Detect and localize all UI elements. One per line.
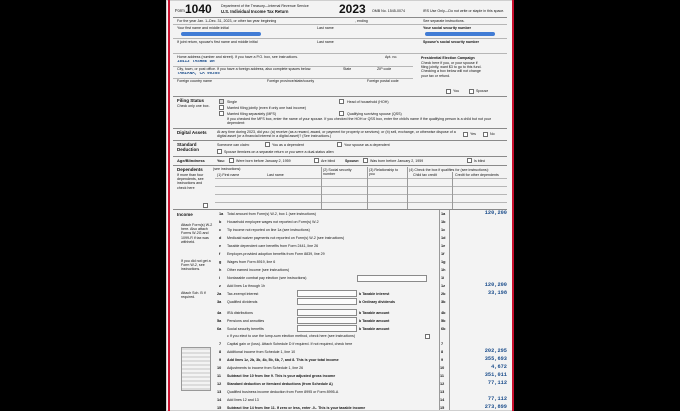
dependents-title: Dependents xyxy=(177,167,203,172)
standard-deduction-title: Standard Deduction xyxy=(177,142,199,152)
line-6a-box[interactable] xyxy=(297,325,357,332)
line-4a-box[interactable] xyxy=(297,309,357,316)
line-3b-code: 3b xyxy=(441,300,446,304)
redaction-mark-ssn xyxy=(425,32,495,36)
line-7-code: 7 xyxy=(441,342,444,346)
single-label: Single xyxy=(227,100,237,104)
line-1-b-text: Household employee wages not reported on Form(s) W-2 xyxy=(227,220,319,224)
state-label: State xyxy=(343,67,352,71)
line-10-value: 4,672 xyxy=(491,364,507,370)
line-1i-num: i xyxy=(219,276,221,280)
foreign-postal-label: Foreign postal code xyxy=(367,79,399,83)
line-1-d-code: 1d xyxy=(441,236,446,240)
attach-w2-note: Attach Form(s) W-2 here. Also attach Forms W-2G and 1099-R if tax was withheld. xyxy=(181,223,213,244)
line-6a-text: Social security benefits xyxy=(227,327,264,331)
mfj-checkbox[interactable] xyxy=(219,105,224,110)
spouse-born-before-label: Was born before January 2, 1959 xyxy=(370,159,424,163)
you-dependent-checkbox[interactable] xyxy=(265,142,270,147)
line-1e-num: e xyxy=(219,244,222,248)
line-2a-box[interactable] xyxy=(297,290,357,297)
line-6c-checkbox[interactable] xyxy=(425,334,430,339)
mfs-checkbox[interactable] xyxy=(219,111,224,116)
line-1-g-code: 1g xyxy=(441,260,446,264)
line-11-num: 11 xyxy=(217,374,222,378)
spouse-itemizes-label: Spouse itemizes on a separate return or you were a dual-status alien xyxy=(224,150,334,154)
presidential-spouse-label: Spouse xyxy=(476,89,489,93)
dependents-if-more: If more than four dependents, see instructions and check here xyxy=(177,173,204,190)
line-11-text: Subtract line 10 from line 9. This is your adjusted gross income xyxy=(227,374,336,378)
line-1-g-text: Wages from Form 8919, line 6 xyxy=(227,260,276,264)
spouse-blind-checkbox[interactable] xyxy=(467,158,472,163)
line-6b-text: b Taxable amount xyxy=(359,327,390,331)
digital-assets-text: At any time during 2023, did you: (a) receive (as a reward, award, or payment for property or services); or (b) sell, exchange, or otherwise dispose of a digital asset (or a financial interest in a digital asset)? (See instructions.) xyxy=(217,130,456,139)
ending-label: , ending xyxy=(355,19,368,23)
line-14-value: 77,112 xyxy=(487,396,507,402)
line-1h-num: h xyxy=(219,268,222,272)
form-year: 2023 xyxy=(339,3,366,15)
line-3b-text: b Ordinary dividends xyxy=(359,300,395,304)
line-13-num: 13 xyxy=(217,390,222,394)
line-1-c-code: 1c xyxy=(441,228,446,232)
city-value: TARZANA, CA 90355 xyxy=(177,72,220,76)
spouse-name-label: If joint return, spouse's first name and middle initial xyxy=(177,40,258,44)
line-4b-text: b Taxable amount xyxy=(359,311,390,315)
form-label: Form xyxy=(175,8,185,13)
line-13-text: Qualified business income deduction from Form 8995 or Form 8995-A xyxy=(227,390,339,394)
line-9-code: 9 xyxy=(441,358,444,362)
spouse-born-before-checkbox[interactable] xyxy=(363,158,368,163)
line-14-code: 14 xyxy=(440,398,445,402)
spouse-dependent-label: Your spouse as a dependent xyxy=(344,143,390,147)
line-15-code: 15 xyxy=(440,406,445,410)
line-1c-num: c xyxy=(219,228,222,232)
zip-label: ZIP code xyxy=(377,67,392,71)
line-2a-text: Tax-exempt interest xyxy=(227,292,259,296)
foreign-country-label: Foreign country name xyxy=(177,79,212,83)
line-1-h-code: 1h xyxy=(441,268,446,272)
presidential-you-label: You xyxy=(453,89,460,93)
you-dependent-label: You as a dependent xyxy=(272,143,304,147)
foreign-province-label: Foreign province/state/county xyxy=(267,79,315,83)
line-5b-code: 5b xyxy=(441,319,446,323)
line-1a-num: 1a xyxy=(219,212,224,216)
form-1040-page xyxy=(166,0,514,411)
right-red-border xyxy=(512,0,514,411)
dependents-col-odc: Credit for other dependents xyxy=(455,173,499,177)
age-blindness-title: Age/Blindness xyxy=(177,158,205,163)
line-1-z-value[interactable]: 120,200 xyxy=(484,282,507,288)
dependents-see-instructions: (see instructions): xyxy=(213,167,242,171)
last-name-label: Last name xyxy=(317,26,334,30)
attach-schedule-b-note: Attach Sch. B if required. xyxy=(181,291,206,300)
someone-can-claim-label: Someone can claim: xyxy=(217,143,250,147)
mfs-label: Married filing separately (MFS) xyxy=(227,112,277,116)
line-6b-code: 6b xyxy=(441,327,446,331)
form-number: 1040 xyxy=(185,3,212,15)
line-12-num: 12 xyxy=(217,382,222,386)
line-1f-num: f xyxy=(219,252,221,256)
dependents-col-first-name: (1) First name xyxy=(217,173,240,177)
city-label: City, town, or post office. If you have a foreign address, also complete spaces below. xyxy=(177,67,312,71)
line-1-z-text: Add lines 1a through 1h xyxy=(227,284,265,288)
first-name-label: Your first name and middle initial xyxy=(177,26,229,30)
line-10-code: 10 xyxy=(440,366,445,370)
line-13-code: 13 xyxy=(440,390,445,394)
qss-checkbox[interactable] xyxy=(339,111,344,116)
line-8-text: Additional income from Schedule 1, line 10 xyxy=(227,350,296,354)
home-address-label: Home address (number and street). If you have a P.O. box, see instructions. xyxy=(177,55,298,59)
age-you-label: You: xyxy=(217,159,225,163)
line-1-1a-text: Total amount from Form(s) W-2, box 1 (see instructions) xyxy=(227,212,317,216)
irs-agency: Department of the Treasury—Internal Revenue Service xyxy=(221,4,309,8)
line-1i-box[interactable] xyxy=(357,275,427,282)
age-spouse-label: Spouse: xyxy=(345,159,360,163)
line-1-c-text: Tip income not reported on line 1a (see instructions) xyxy=(227,228,310,232)
line-1-f-text: Employer-provided adoption benefits from Form 8839, line 29 xyxy=(227,252,325,256)
spouse-last-name-label: Last name xyxy=(317,40,334,44)
line-1-i-text: Nontaxable combat pay election (see instructions) xyxy=(227,276,307,280)
irs-use-only: IRS Use Only—Do not write or staple in this space. xyxy=(423,9,505,13)
line-10-num: 10 xyxy=(217,366,222,370)
line-3a-num: 3a xyxy=(217,300,222,304)
line-12-code: 12 xyxy=(440,382,445,386)
line-4a-num: 4a xyxy=(217,311,222,315)
omb-number: OMB No. 1545-0074 xyxy=(372,9,405,13)
line-2b-value: 33,198 xyxy=(487,290,507,296)
digital-yes-checkbox[interactable] xyxy=(463,132,468,137)
line-6a-num: 6a xyxy=(217,327,222,331)
line-15-text: Subtract line 14 from line 11. If zero or less, enter -0-. This is your taxable income xyxy=(227,406,366,410)
line-4b-code: 4b xyxy=(441,311,446,315)
line-1-i-code: 1i xyxy=(441,276,445,280)
home-address-value: 18413 TASHNE DR xyxy=(177,60,215,64)
digital-yes-label: Yes xyxy=(470,132,476,136)
presidential-you-checkbox[interactable] xyxy=(446,89,451,94)
line-1-f-code: 1f xyxy=(441,252,445,256)
you-blind-checkbox[interactable] xyxy=(314,158,319,163)
hoh-label: Head of household (HOH) xyxy=(347,100,389,104)
filing-status-note: If you checked the MFS box, enter the name of your spouse. If you checked the HOH or QSS box, enter the child's name if the qualifying person is a child but not your dependent: xyxy=(227,117,491,126)
presidential-title: Presidential Election Campaign xyxy=(421,56,475,60)
dependents-col-ctc: Child tax credit xyxy=(413,173,437,177)
line-9-text: Add lines 1z, 2b, 3b, 4b, 5b, 6b, 7, and 8. This is your total income xyxy=(227,358,339,362)
presidential-spouse-checkbox[interactable] xyxy=(469,89,474,94)
more-dependents-checkbox[interactable] xyxy=(203,203,208,208)
redaction-mark-name xyxy=(181,32,261,36)
line-1d-num: d xyxy=(219,236,222,240)
you-blind-label: Are blind xyxy=(321,159,336,163)
dependents-col-ssn: (2) Social security number xyxy=(323,168,352,177)
qss-label: Qualifying surviving spouse (QSS) xyxy=(347,112,402,116)
dependents-col-relationship: (3) Relationship to you xyxy=(369,168,399,177)
line-8-code: 8 xyxy=(441,350,444,354)
line-2b-text: b Taxable interest xyxy=(359,292,390,296)
line-1-z-code: 1z xyxy=(441,284,446,288)
line-5a-text: Pensions and annuities xyxy=(227,319,265,323)
line-9-num: 9 xyxy=(219,358,222,362)
no-w2-note: If you did not get a Form W-2, see instructions. xyxy=(181,259,211,272)
line-12-value: 77,112 xyxy=(487,380,507,386)
line-2a-num: 2a xyxy=(217,292,222,296)
line-9-value: 355,693 xyxy=(484,356,507,362)
line-5a-box[interactable] xyxy=(297,317,357,324)
single-checkbox[interactable] xyxy=(219,99,224,104)
line-1-1a-value[interactable]: 120,200 xyxy=(484,210,507,216)
line-1-1a-code: 1a xyxy=(441,212,446,216)
presidential-text: Check here if you, or your spouse if filing jointly, want $3 to go to this fund. Checking a box below will not change your tax or refund. xyxy=(421,61,482,78)
line-3a-text: Qualified dividends xyxy=(227,300,258,304)
line-8-value: 202,295 xyxy=(484,348,507,354)
line-11-value: 351,011 xyxy=(484,372,507,378)
line-15-value: 273,899 xyxy=(484,404,507,410)
line-14-text: Add lines 12 and 13 xyxy=(227,398,259,402)
line-1-e-code: 1e xyxy=(441,244,446,248)
line-4a-text: IRA distributions xyxy=(227,311,253,315)
digital-assets-title: Digital Assets xyxy=(177,130,207,135)
filing-status-title: Filing Status xyxy=(177,98,204,103)
line-1-d-text: Medicaid waiver payments not reported on Form(s) W-2 (see instructions) xyxy=(227,236,345,240)
line-12-text: Standard deduction or itemized deductions (from Schedule A) xyxy=(227,382,333,386)
line-1b-num: b xyxy=(219,220,222,224)
line-2b-code: 2b xyxy=(441,292,446,296)
hoh-checkbox[interactable] xyxy=(339,99,344,104)
line-11-code: 11 xyxy=(440,374,445,378)
line-1z-num: z xyxy=(219,284,221,288)
line-5b-text: b Taxable amount xyxy=(359,319,390,323)
line-1-e-text: Taxable dependent care benefits from Form 2441, line 26 xyxy=(227,244,319,248)
scanned-stamp xyxy=(181,347,211,391)
digital-no-checkbox[interactable] xyxy=(483,132,488,137)
you-born-before-label: Were born before January 2, 1959 xyxy=(236,159,291,163)
spouse-ssn-label: Spouse's social security number xyxy=(423,40,479,44)
line-1g-num: g xyxy=(219,260,222,264)
left-red-border xyxy=(168,0,170,411)
spouse-itemizes-checkbox[interactable] xyxy=(217,149,222,154)
mfj-label: Married filing jointly (even if only one had income) xyxy=(227,106,306,110)
spouse-blind-label: Is blind xyxy=(474,159,486,163)
tax-year-line: For the year Jan. 1–Dec. 31, 2023, or other tax year beginning xyxy=(177,19,277,23)
line-15-num: 15 xyxy=(217,406,222,410)
you-born-before-checkbox[interactable] xyxy=(229,158,234,163)
apt-label: Apt. no. xyxy=(385,55,398,59)
dependents-col-last-name: Last name xyxy=(267,173,284,177)
line-7-num: 7 xyxy=(219,342,222,346)
dependents-col-check: (4) Check the box if qualifies for (see instructions): xyxy=(409,168,489,172)
line-1-h-text: Other earned income (see instructions) xyxy=(227,268,290,272)
line-6c-text: c If you elect to use the lump-sum election method, check here (see instructions) xyxy=(227,334,356,338)
ssn-label: Your social security number xyxy=(423,26,472,30)
line-3a-box[interactable] xyxy=(297,298,357,305)
line-7-text: Capital gain or (loss). Attach Schedule D if required. If not required, check here xyxy=(227,342,353,346)
line-5a-num: 5a xyxy=(217,319,222,323)
form-title: U.S. Individual Income Tax Return xyxy=(221,9,289,14)
line-1-b-code: 1b xyxy=(441,220,446,224)
digital-no-label: No xyxy=(490,132,495,136)
see-separate-instructions: See separate instructions. xyxy=(423,19,465,23)
line-8-num: 8 xyxy=(219,350,222,354)
line-10-text: Adjustments to income from Schedule 1, line 26 xyxy=(227,366,304,370)
filing-status-subtitle: Check only one box. xyxy=(177,104,210,108)
line-14-num: 14 xyxy=(217,398,222,402)
spouse-dependent-checkbox[interactable] xyxy=(337,142,342,147)
income-title: Income xyxy=(177,212,193,217)
